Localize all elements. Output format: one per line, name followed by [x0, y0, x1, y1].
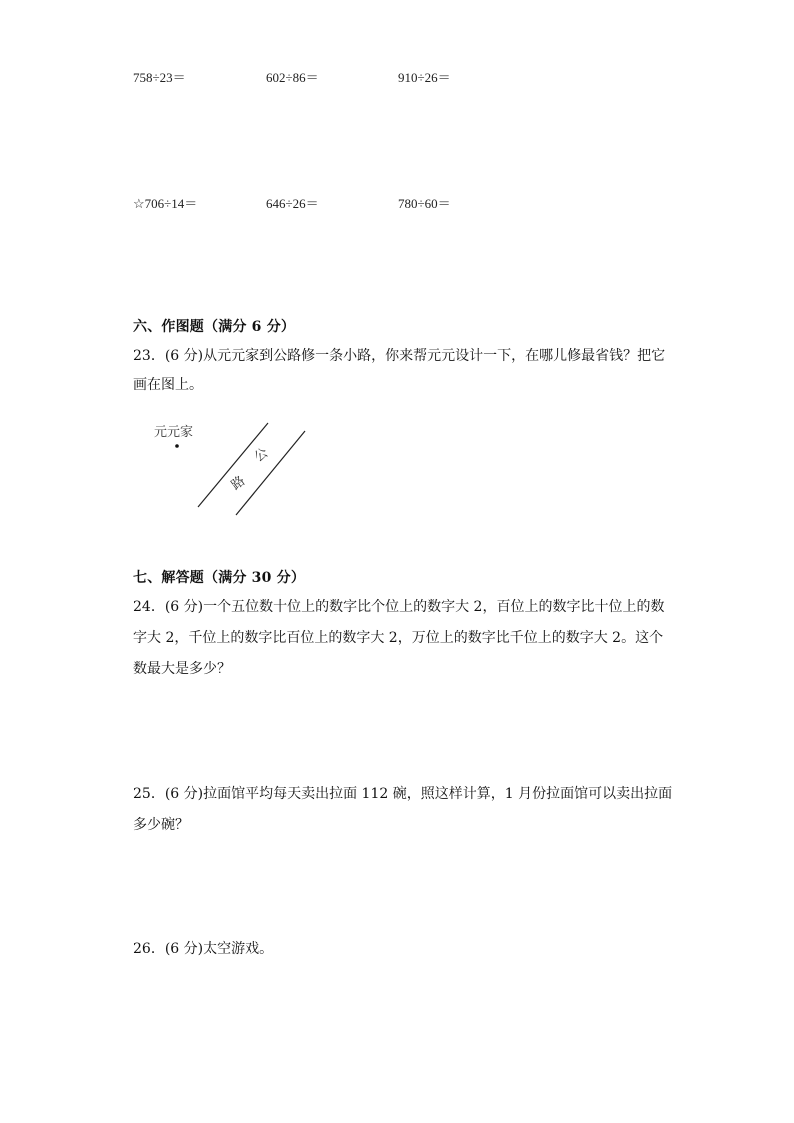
section-title: 七、解答题（满分 30 分）	[133, 570, 306, 586]
road-edge-right	[236, 431, 305, 515]
question-24-line: 24．(6 分)一个五位数十位上的数字比个位上的数字大 2，百位上的数字比十位上的数	[133, 599, 665, 615]
calc-item: ☆706÷14＝	[133, 196, 198, 211]
road-diagram-svg	[150, 418, 320, 523]
calc-item: 602÷86＝	[266, 70, 319, 85]
question-26-line: 26．(6 分)太空游戏。	[133, 941, 274, 957]
calc-item: 646÷26＝	[266, 196, 319, 211]
home-label: 元元家	[154, 425, 194, 440]
question-23-line: 23．(6 分)从元元家到公路修一条小路，你来帮元元设计一下，在哪儿修最省钱？把它	[133, 348, 666, 364]
question-25-line: 多少碗？	[133, 817, 189, 833]
question-25-line: 25．(6 分)拉面馆平均每天卖出拉面 112 碗，照这样计算，1 月份拉面馆可以卖出拉面	[133, 786, 673, 802]
home-point	[175, 444, 179, 448]
calc-item: 780÷60＝	[398, 196, 451, 211]
road-label-2: 路	[228, 473, 249, 494]
question-24-line: 字大 2，千位上的数字比百位上的数字大 2，万位上的数字比千位上的数字大 2。这个	[133, 630, 664, 646]
calc-item: 910÷26＝	[398, 70, 451, 85]
road-diagram	[150, 418, 320, 523]
section-title: 六、作图题（满分 6 分）	[133, 319, 296, 335]
calc-item: 758÷23＝	[133, 70, 186, 85]
question-23-line: 画在图上。	[133, 377, 203, 393]
road-label-1: 公	[251, 445, 272, 466]
road-edge-left	[198, 423, 268, 507]
question-24-line: 数最大是多少？	[133, 661, 231, 677]
